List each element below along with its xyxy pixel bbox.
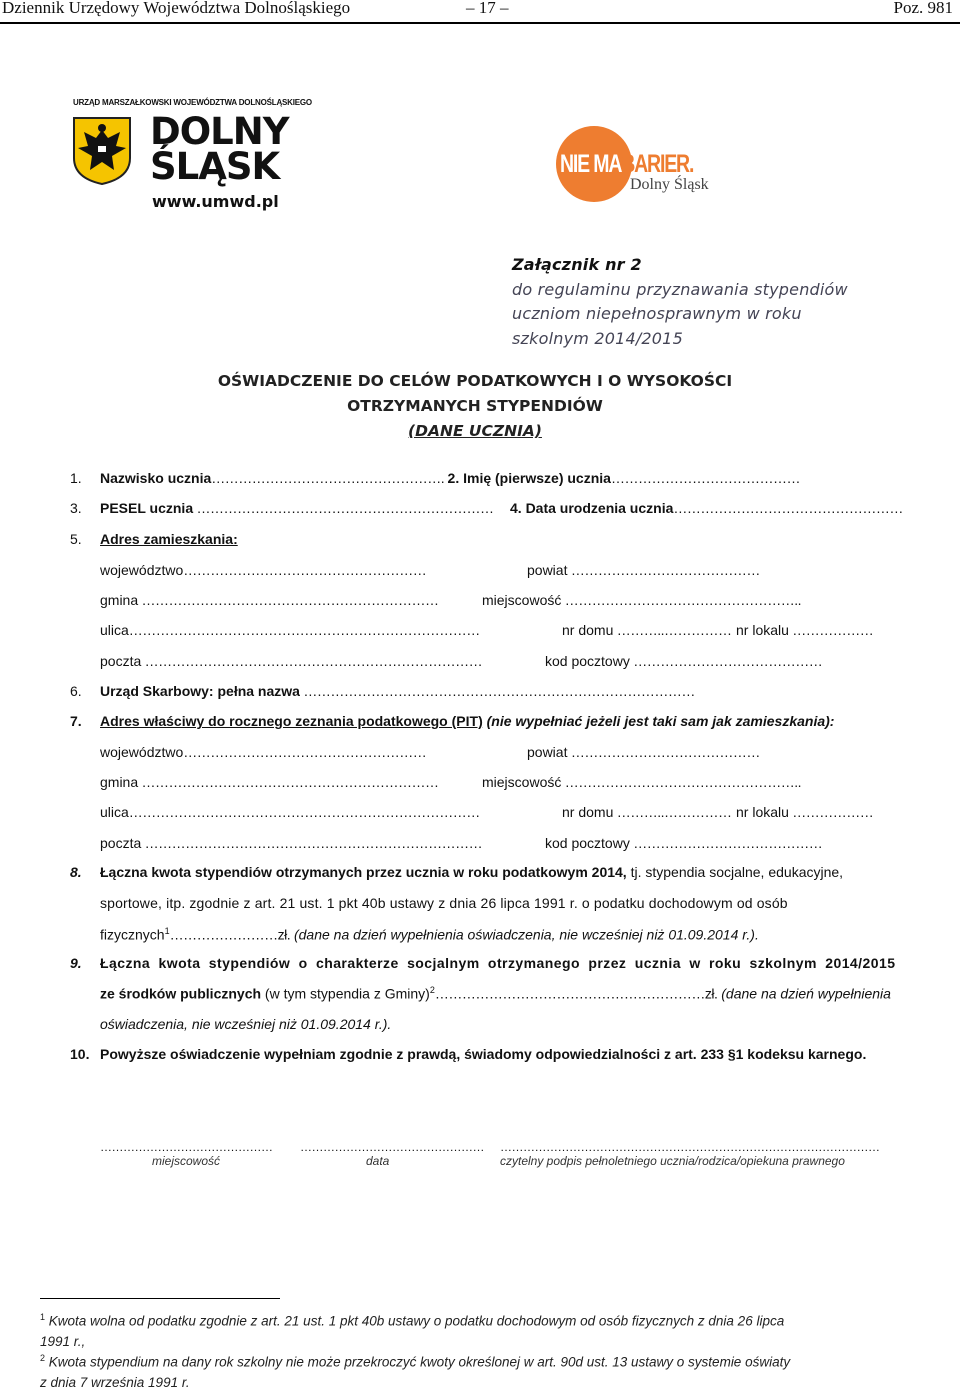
eagle-crest-icon bbox=[72, 116, 132, 186]
footnote-2: $^2$ Kwota stypendium na dany rok szkolny nie może przekroczyć kwoty określonej w art. 90d ust. 13 ustawy o systemie oświaty z dnia 7 września 1991 r. bbox=[40, 1353, 791, 1390]
attachment-line: do regulaminu przyznawania stypendiów bbox=[512, 279, 848, 299]
field-postal-code-tax[interactable]: kod pocztowy …………………………………… bbox=[545, 835, 823, 851]
tax-address-heading: Adres właściwy do rocznego zeznania podatkowego (PIT) (nie wypełniać jeżeli jest taki sam jak zamieszkania): bbox=[100, 713, 835, 729]
field-house-no-tax[interactable]: nr domu ………..…………… bbox=[562, 804, 732, 820]
nie-ma-barier-text: NIE MABARIER. bbox=[560, 150, 694, 178]
field-surname[interactable]: Nazwisko ucznia……………………………………………. 2. Imię (pierwsze) ucznia…………………………………… bbox=[100, 470, 800, 486]
brand-url: www.umwd.pl bbox=[152, 192, 279, 211]
field-street[interactable]: ulica…………………………………………………………………… bbox=[100, 622, 480, 638]
document-title-line-1: OŚWIADCZENIE DO CELÓW PODATKOWYCH I O WYSOKOŚCI bbox=[217, 372, 733, 390]
field-voivodeship[interactable]: województwo……………………………………………… bbox=[100, 562, 427, 578]
org-name: URZĄD MARSZAŁKOWSKI WOJEWÓDZTWA DOLNOŚLĄSKIEGO bbox=[73, 98, 312, 107]
nie-ma-barier-logo bbox=[556, 126, 716, 206]
field-town[interactable]: miejscowość …………………………………………….. bbox=[482, 592, 802, 608]
signature-date-label: data bbox=[366, 1154, 390, 1168]
attachment-note bbox=[512, 253, 848, 351]
residence-address-heading: Adres zamieszkania: bbox=[100, 531, 238, 547]
item-number: 8. bbox=[70, 864, 82, 880]
field-town-tax[interactable]: miejscowość …………………………………………….. bbox=[482, 774, 802, 790]
declaration-statement: Powyższe oświadczenie wypełniam zgodnie z prawdą, świadomy odpowiedzialności z art. 233 §1 kodeksu karnego. bbox=[100, 1046, 867, 1062]
field-county-tax[interactable]: powiat …………………………………… bbox=[527, 744, 760, 760]
brand-line-1: DOLNY bbox=[150, 110, 289, 153]
footnote-rule bbox=[40, 1298, 280, 1299]
field-flat-no[interactable]: nr lokalu ……………… bbox=[736, 622, 874, 638]
document-title-line-3: (DANE UCZNIA) bbox=[408, 422, 542, 440]
signature-place[interactable]: ……………………………………… miejscowość bbox=[100, 1140, 273, 1168]
item-number: 6. bbox=[70, 683, 82, 699]
item-number: 1. bbox=[70, 470, 82, 486]
item-8-line-2: sportowe, itp. zgodnie z art. 21 ust. 1 pkt 40b ustawy z dnia 26 lipca 1991 r. o podatku dochodowym od osób bbox=[100, 895, 788, 911]
item-number: 5. bbox=[70, 531, 82, 547]
journal-title: Dziennik Urzędowy Województwa Dolnośląskiego bbox=[2, 0, 351, 17]
item-9-line-3: oświadczenia, nie wcześniej niż 01.09.2014 r.). bbox=[100, 1016, 392, 1032]
field-post-office[interactable]: poczta ………………………………………………………………… bbox=[100, 653, 483, 669]
field-birth-date[interactable]: 4. Data urodzenia ucznia…………………………………………… bbox=[510, 500, 903, 516]
footnote-1: $^1$ Kwota wolna od podatku zgodnie z art. 21 ust. 1 pkt 40b ustawy o podatku dochodowym od osób fizycznych z dnia 26 lipca 1991 r., bbox=[40, 1312, 785, 1349]
signature-place-label: miejscowość bbox=[152, 1154, 221, 1168]
field-social-stipend-amount[interactable]: ze środków publicznych (w tym stypendia z Gminy)$^2$……………………………………………………zł. (dane na dzień wypełnienia bbox=[100, 985, 891, 1002]
field-postal-code[interactable]: kod pocztowy …………………………………… bbox=[545, 653, 823, 669]
nie-ma-barier-subtitle: Dolny Śląsk bbox=[630, 176, 709, 193]
brand-line-2: ŚLĄSK bbox=[150, 145, 280, 188]
item-number: 7. bbox=[70, 713, 82, 729]
signature-date[interactable]: ………………………………………… data bbox=[300, 1140, 484, 1168]
field-post-office-tax[interactable]: poczta ………………………………………………………………… bbox=[100, 835, 483, 851]
signature-sign[interactable]: ……………………………………………………………………………………… czytelny podpis pełnoletniego ucznia/rodzica/opiekuna prawnego bbox=[500, 1140, 880, 1168]
field-commune[interactable]: gmina ………………………………………………………… bbox=[100, 592, 439, 608]
item-number: 9. bbox=[70, 955, 82, 971]
page-number: – 17 – bbox=[466, 0, 509, 17]
field-voivodeship-tax[interactable]: województwo……………………………………………… bbox=[100, 744, 427, 760]
attachment-line: szkolnym 2014/2015 bbox=[512, 328, 683, 348]
attachment-title: Załącznik nr 2 bbox=[512, 255, 642, 274]
field-pesel[interactable]: PESEL ucznia ………………………………………………………… bbox=[100, 500, 494, 516]
field-stipend-total: Łączna kwota stypendiów otrzymanych przez ucznia w roku podatkowym 2014, tj. stypendia socjalne, edukacyjne, bbox=[100, 864, 844, 880]
item-number: 10. bbox=[70, 1046, 90, 1062]
field-commune-tax[interactable]: gmina ………………………………………………………… bbox=[100, 774, 439, 790]
position-number: Poz. 981 bbox=[893, 0, 953, 17]
field-street-tax[interactable]: ulica…………………………………………………………………… bbox=[100, 804, 480, 820]
running-header bbox=[0, 0, 960, 24]
field-stipend-amount[interactable]: fizycznych$^1$……………………zł. (dane na dzień wypełnienia oświadczenia, nie wcześniej niż 01.09.2014 r.). bbox=[100, 926, 759, 943]
field-county[interactable]: powiat …………………………………… bbox=[527, 562, 760, 578]
field-tax-office[interactable]: Urząd Skarbowy: pełna nazwa …………………………………………………………………………… bbox=[100, 683, 695, 699]
attachment-line: uczniom niepełnosprawnym w roku bbox=[512, 304, 802, 323]
field-house-no[interactable]: nr domu ………..…………… bbox=[562, 622, 732, 638]
document-title-line-2: OTRZYMANYCH STYPENDIÓW bbox=[347, 397, 603, 415]
item-9-line-1: Łączna kwota stypendiów o charakterze socjalnym otrzymanego przez ucznia w roku szkolnym 2014/2015 bbox=[100, 955, 896, 971]
item-number: 3. bbox=[70, 500, 82, 516]
signature-sign-label: czytelny podpis pełnoletniego ucznia/rodzica/opiekuna prawnego bbox=[500, 1154, 845, 1168]
field-flat-no-tax[interactable]: nr lokalu ……………… bbox=[736, 804, 874, 820]
